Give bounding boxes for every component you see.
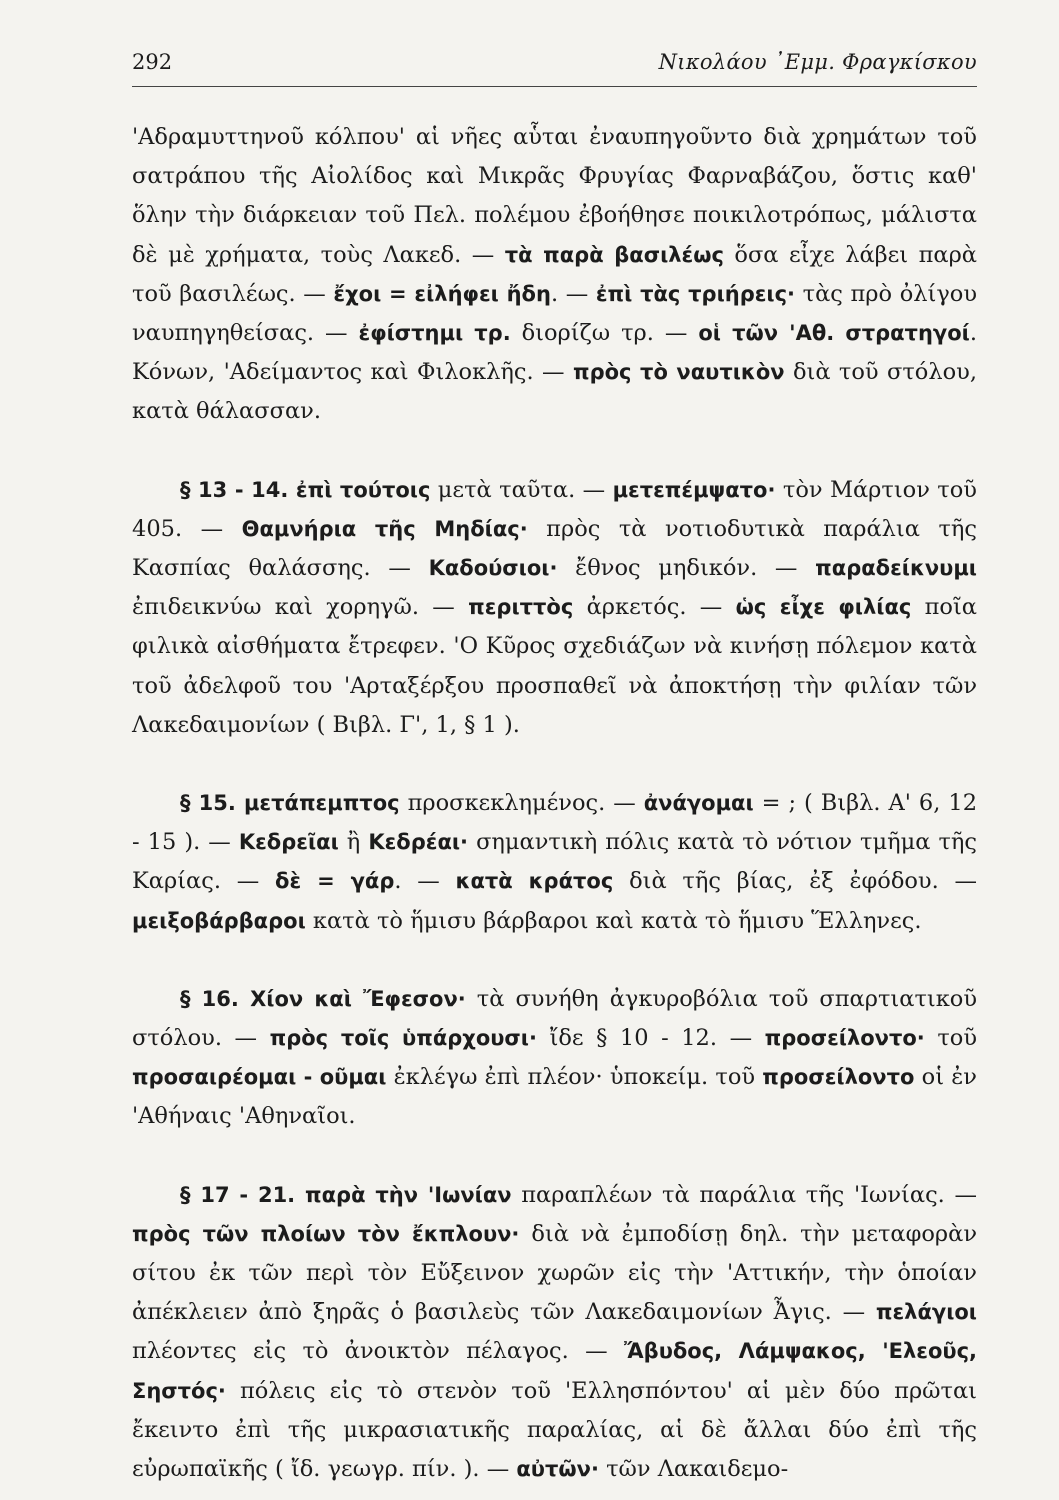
paragraph-continuation — [132, 118, 977, 432]
gloss-text: οἱ ἐν 'Αθήναις 'Αθηναῖοι. — [132, 1064, 977, 1130]
gloss-text: ὅσα εἶχε λάβει παρὰ τοῦ βασιλέως. — — [132, 241, 977, 307]
gloss-text: σημαντικὴ πόλις κατὰ τὸ νότιον τμῆμα τῆς Καρίας. — — [132, 829, 977, 895]
paragraph-section-17-21 — [132, 1176, 977, 1490]
gloss-text: . Κόνων, 'Αδείμαντος καὶ Φιλοκλῆς. — — [132, 320, 977, 386]
gloss-text: ἀρκετός. — — [573, 594, 736, 621]
lemma-term: μετεπέμψατο· — [612, 477, 776, 502]
lemma-term: § 15. μετάπεμπτος — [180, 791, 400, 816]
gloss-text: μετὰ ταῦτα. — — [430, 476, 613, 503]
lemma-term: ὡς εἶχε φιλίας — [735, 595, 912, 620]
lemma-term: κατὰ κράτος — [455, 869, 614, 894]
lemma-term: παραδείκνυμι — [815, 556, 977, 581]
paragraph-section-13-14 — [132, 471, 977, 745]
gloss-text: 'Αδραμυττηνοῦ κόλπου' αἱ νῆες αὗται ἐναυπηγοῦντο διὰ χρημάτων τοῦ σατράπου τῆς Αἰολίδος καὶ Μικρᾶς Φρυγίας Φαρναβάζου, ὅστις καθ' ὅλην τὴν διάρκειαν τοῦ Πελ. πολέμου ἐβοήθησε ποικιλοτρόπως, μάλιστα δὲ μὲ χρήματα, τοὺς Λακεδ. — — [132, 124, 977, 268]
lemma-term: § 16. Χίον καὶ Ἔφεσον· — [180, 986, 466, 1011]
running-title: Νικολάου ᾿Εμμ. Φραγκίσκου — [658, 50, 977, 74]
gloss-text: τὰ συνήθη ἀγκυροβόλια τοῦ σπαρτιατικοῦ στόλου. — — [132, 985, 977, 1052]
lemma-term: προσαιρέομαι - οῦμαι — [132, 1065, 387, 1090]
lemma-term: Καδούσιοι· — [428, 556, 558, 581]
gloss-text: παραπλέων τὰ παράλια τῆς 'Ιωνίας. — — [511, 1181, 978, 1208]
gloss-text: διὰ τῆς βίας, ἐξ ἐφόδου. — — [613, 868, 978, 895]
lemma-term: Κεδρεῖαι — [238, 830, 339, 855]
lemma-term: προσείλοντο — [762, 1065, 915, 1090]
lemma-term: οἱ τῶν 'Αθ. στρατηγοί — [698, 321, 970, 346]
lemma-term: ἐπὶ τὰς τριήρεις· — [595, 281, 796, 306]
lemma-term: § 17 - 21. παρὰ τὴν 'Ιωνίαν — [180, 1182, 512, 1207]
gloss-text: τὸν Μάρτιον τοῦ 405. — — [132, 476, 977, 542]
gloss-text: ἢ — [338, 829, 369, 856]
lemma-term: πρὸς τῶν πλοίων τὸν ἔκπλουν· — [132, 1221, 520, 1246]
lemma-term: Κεδρέαι· — [368, 830, 469, 855]
gloss-text: τῶν Λακαιδεμο- — [598, 1456, 789, 1483]
lemma-term: τὰ παρὰ βασιλέως — [504, 242, 724, 267]
page-header — [132, 46, 977, 87]
gloss-text: προσκεκλημένος. — — [399, 790, 644, 817]
gloss-text: . — — [394, 868, 456, 895]
gloss-text: . — — [550, 280, 596, 307]
lemma-term: πρὸς τοῖς ὑπάρχουσι· — [269, 1026, 537, 1051]
lemma-term: πελάγιοι — [875, 1300, 977, 1325]
gloss-text: πόλεις εἰς τὸ στενὸν τοῦ 'Ελλησπόντου' αἱ μὲν δύο πρῶται ἔκειντο ἐπὶ τῆς μικρασιατικῆς παραλίας, αἱ δὲ ἄλλαι δύο ἐπὶ τῆς εὐρωπαϊκῆς ( ἴδ. γεωγρ. πίν. ). — — [132, 1377, 977, 1483]
gloss-text: διὰ νὰ ἐμποδίσῃ δηλ. τὴν μεταφορὰν σίτου ἐκ τῶν περὶ τὸν Εὔξεινον χωρῶν εἰς τὴν 'Αττικήν, τὴν ὁποίαν ἀπέκλειεν ἀπὸ ξηρᾶς ὁ βασιλεὺς τῶν Λακεδαιμονίων Ἆγις. — — [132, 1220, 978, 1326]
gloss-text: πλέοντες εἰς τὸ ἀνοικτὸν πέλαγος. — — [132, 1338, 625, 1365]
gloss-text: τοῦ — [924, 1025, 978, 1052]
paragraph-section-16 — [132, 980, 977, 1137]
lemma-term: § 13 - 14. ἐπὶ τούτοις — [180, 477, 431, 502]
lemma-term: ἀνάγομαι — [643, 791, 754, 816]
gloss-text: διὰ τοῦ στόλου, κατὰ θάλασσαν. — [132, 359, 977, 425]
gloss-text: κατὰ τὸ ἥμισυ βάρβαροι καὶ κατὰ τὸ ἥμισυ Ἕλληνες. — [305, 907, 922, 934]
lemma-term: Ἄβυδος, Λάμψακος, 'Ελεοῦς, Σηστός· — [132, 1339, 978, 1403]
gloss-text: ἴδε § 10 - 12. — — [536, 1025, 765, 1052]
gloss-text: πρὸς τὰ νοτιοδυτικὰ παράλια τῆς Κασπίας θαλάσσης. — — [132, 515, 977, 582]
gloss-text: ποῖα φιλικὰ αἰσθήματα ἔτρεφεν. 'Ο Κῦρος σχεδιάζων νὰ κινήσῃ πόλεμον κατὰ τοῦ ἀδελφοῦ του 'Αρταξέρξου προσπαθεῖ νὰ ἀποκτήσῃ τὴν φιλίαν τῶν Λακεδαιμονίων ( Βιβλ. Γ', 1, § 1 ). — [132, 594, 977, 738]
commentary-body — [132, 118, 977, 1489]
gloss-text: = ; ( Βιβλ. Α' 6, 12 - 15 ). — — [132, 790, 978, 856]
paragraph-section-15 — [132, 784, 977, 941]
lemma-term: δὲ = γάρ — [275, 869, 395, 894]
lemma-term: μειξοβάρβαροι — [132, 908, 306, 933]
gloss-text: ἐκλέγω ἐπὶ πλέον· ὑποκείμ. τοῦ — [386, 1064, 763, 1091]
lemma-term: Θαμνήρια τῆς Μηδίας· — [241, 516, 528, 541]
lemma-term: προσείλοντο· — [764, 1026, 925, 1051]
lemma-term: περιττὸς — [468, 595, 574, 620]
gloss-text: ἐπιδεικνύω καὶ χορηγῶ. — — [132, 594, 469, 621]
lemma-term: ἐφίστημι τρ. — [358, 321, 511, 346]
page-number: 292 — [132, 50, 173, 74]
gloss-text: ἔθνος μηδικόν. — — [557, 555, 816, 582]
lemma-term: ἔχοι = εἰλήφει ἤδη — [333, 281, 551, 306]
gloss-text: τὰς πρὸ ὀλίγου ναυπηγηθείσας. — — [132, 280, 977, 347]
gloss-text: διορίζω τρ. — — [510, 320, 699, 347]
lemma-term: αὐτῶν· — [516, 1457, 599, 1482]
lemma-term: πρὸς τὸ ναυτικὸν — [572, 360, 785, 385]
